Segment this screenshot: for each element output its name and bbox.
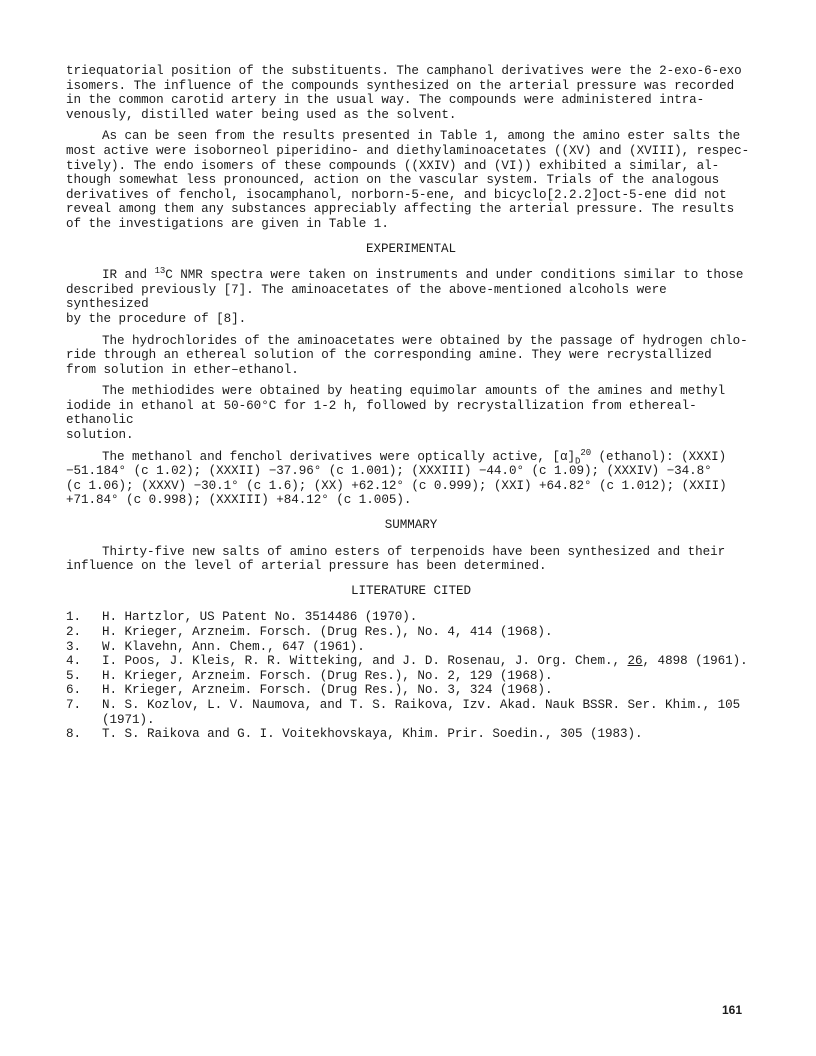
page-number: 161 bbox=[722, 1003, 743, 1017]
results-paragraph: As can be seen from the results presented in Table 1, among the amino ester salts the most active were isoborneol piperidino- and diethylaminoacetates ((XV) and (XVIII), respec- tively). The endo isomers of these compounds ((XXIV) and (VI)) exhibited a similar, al- though somewhat less pronounced, action on the vascular system. Trials of the analogous derivatives of fenchol, isocamphanol, norborn-5-ene, and bicyclo[2.2.2]oct-5-ene did not reveal among them any substances appreciably affecting the arterial pressure. The results of the investigations are given in Table 1. bbox=[66, 129, 750, 231]
reference-list bbox=[66, 610, 756, 741]
experimental-heading: EXPERIMENTAL bbox=[365, 241, 457, 256]
reference-item: 1. H. Hartzlor, US Patent No. 3514486 (1970). bbox=[66, 610, 418, 625]
summary-paragraph: Thirty-five new salts of amino esters of terpenoids have been synthesized and their influence on the level of arterial pressure has been determined. bbox=[66, 544, 726, 574]
reference-item: 4. I. Poos, J. Kleis, R. R. Witteking, and J. D. Rosenau, J. Org. Chem., 26, 4898 (1961). bbox=[66, 654, 748, 669]
literature-heading: LITERATURE CITED bbox=[350, 583, 472, 598]
reference-item: 3. W. Klavehn, Ann. Chem., 647 (1961). bbox=[66, 639, 365, 654]
reference-item: 6. H. Krieger, Arzneim. Forsch. (Drug Res.), No. 3, 324 (1968). bbox=[66, 683, 553, 698]
experimental-paragraph-4: The methanol and fenchol derivatives were optically active, $[\alpha]_D^{20}$ (ethanol): (XXXI) −51.184° (c 1.02); (XXXII) −37.96° (c 1.001); (XXXIII) −44.0° (c 1.09); (XXXIV) −34.8° (c 1.06); (XXXV) −30.1° (c 1.6); (XX) +62.12° (c 0.999); (XXI) +64.82° (c 1.012); (XXII) +71.84° (c 0.998); (XXXIII) +84.12° (c 1.005). bbox=[66, 447, 727, 508]
intro-paragraph: triequatorial position of the substituents. The camphanol derivatives were the 2-exo-6-exo isomers. The influence of the compounds synthesized on the arterial pressure was recorded in the common carotid artery in the usual way. The compounds were administered intra- venously, distilled water being used as the solvent. bbox=[66, 64, 742, 122]
reference-item: 7. N. S. Kozlov, L. V. Naumova, and T. S. Raikova, Izv. Akad. Nauk BSSR. Ser. Khim., 105 (1971). bbox=[66, 697, 741, 727]
experimental-paragraph-1: IR and $^{13}$C NMR spectra were taken on instruments and under conditions similar to those described previously [7]. The aminoacetates of the above-mentioned alcohols were synthesized by the procedure of [8]. bbox=[66, 265, 744, 326]
experimental-paragraph-3: The methiodides were obtained by heating equimolar amounts of the amines and methyl iodide in ethanol at 50-60°C for 1-2 h, followed by recrystallization from ethereal-ethanolic solution. bbox=[66, 384, 726, 443]
reference-item: 5. H. Krieger, Arzneim. Forsch. (Drug Res.), No. 2, 129 (1968). bbox=[66, 668, 553, 683]
page-body bbox=[66, 64, 756, 742]
summary-heading: SUMMARY bbox=[384, 518, 438, 533]
reference-item: 8. T. S. Raikova and G. I. Voitekhovskaya, Khim. Prir. Soedin., 305 (1983). bbox=[66, 727, 643, 742]
reference-item: 2. H. Krieger, Arzneim. Forsch. (Drug Res.), No. 4, 414 (1968). bbox=[66, 625, 553, 639]
experimental-paragraph-2: The hydrochlorides of the aminoacetates were obtained by the passage of hydrogen chlo- ride through an ethereal solution of the corresponding amine. They were recrystallized from solution in ether–ethanol. bbox=[66, 333, 748, 377]
